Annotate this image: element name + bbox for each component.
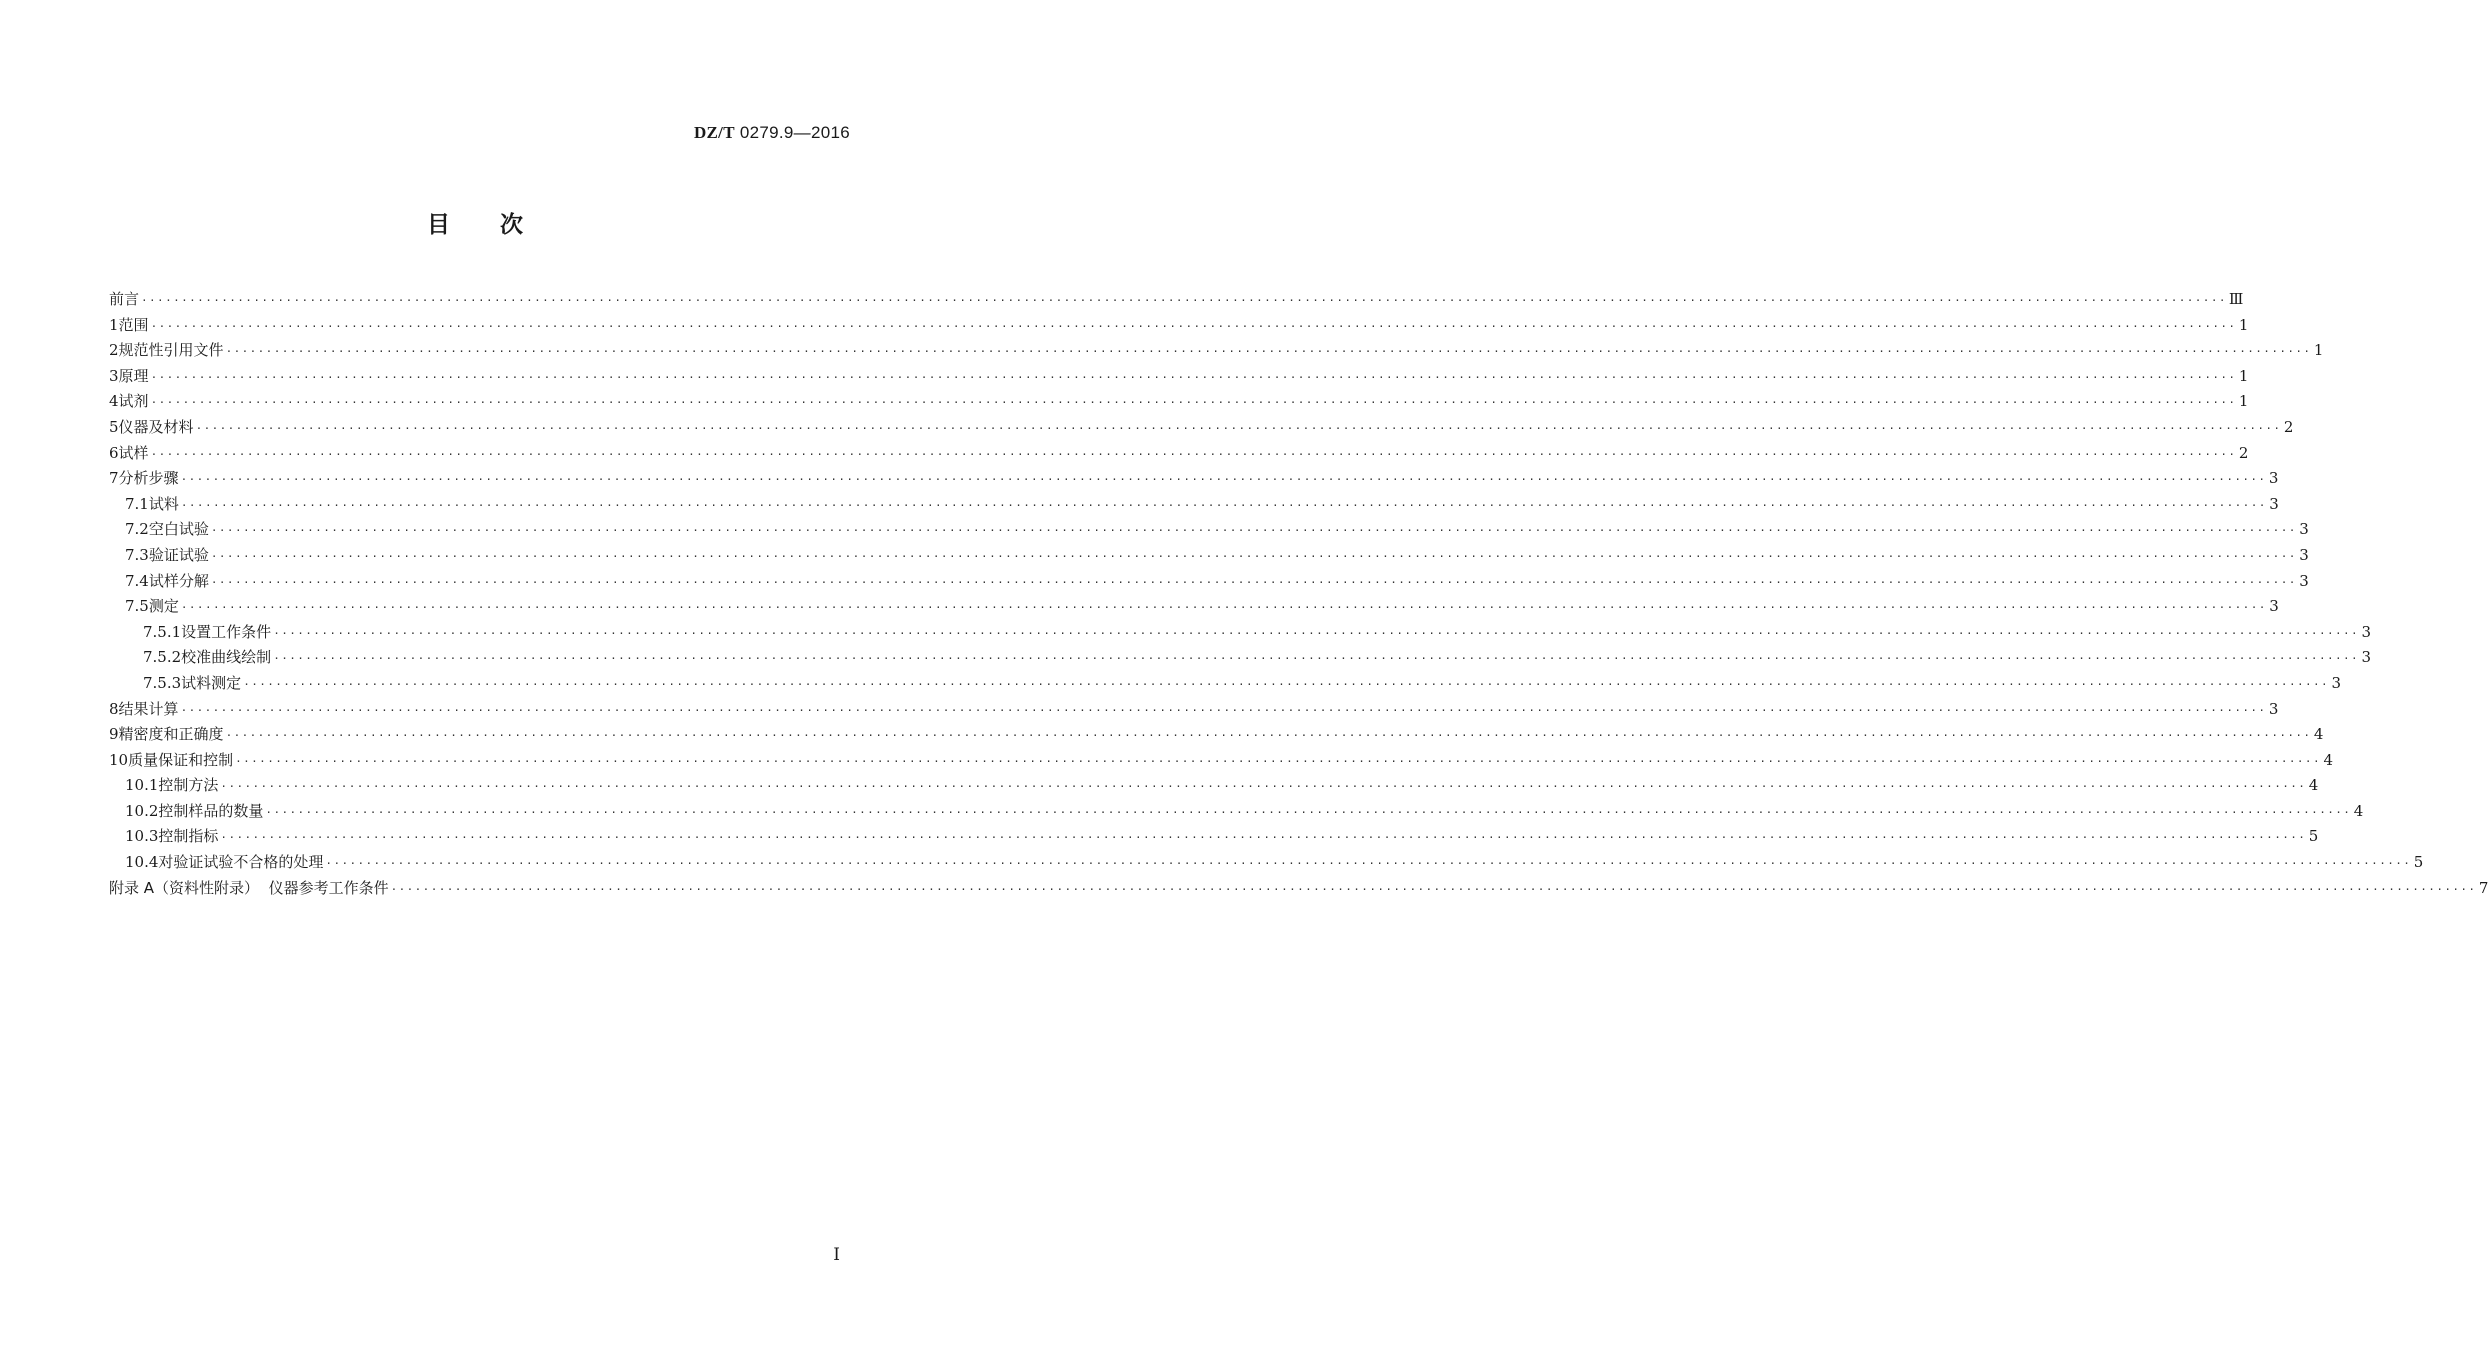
dot-leader: ···································································································································································································································································· <box>390 882 2477 896</box>
toc-entry[interactable] <box>109 416 2294 442</box>
toc-entry[interactable] <box>109 851 2424 877</box>
toc-entry-label: 精密度和正确度 <box>118 725 224 744</box>
toc-entry-label: 试样 <box>118 443 149 462</box>
toc-entry[interactable] <box>109 339 2324 365</box>
toc-entry-label: 附录 A（资料性附录） 仪器参考工作条件 <box>109 878 389 897</box>
toc-entry-number: 9 <box>109 725 119 744</box>
dot-leader: ···································································································································································································································································· <box>225 729 2312 743</box>
dot-leader: ···································································································································································································································································· <box>180 498 2267 512</box>
toc-entry[interactable] <box>109 390 2249 416</box>
dot-leader: ···································································································································································································································································· <box>235 754 2321 768</box>
toc-entry[interactable] <box>109 698 2279 724</box>
toc-entry-number: 7.5.3 <box>143 673 182 692</box>
toc-entry-number: 7.1 <box>125 494 149 513</box>
toc-entry-page: 1 <box>2238 315 2249 334</box>
toc-entry-label: 质量保证和控制 <box>128 750 234 769</box>
dot-leader: ···································································································································································································································································· <box>225 345 2312 359</box>
toc-entry[interactable] <box>109 825 2319 851</box>
toc-entry[interactable] <box>109 800 2364 826</box>
toc-entry-page: 3 <box>2299 520 2309 539</box>
toc-entry[interactable] <box>109 877 2488 903</box>
toc-entry[interactable] <box>109 442 2249 468</box>
toc-entry-page: 7 <box>2478 878 2488 897</box>
toc-entry-number: 7.5.1 <box>143 622 182 641</box>
toc-entry-page: 5 <box>2413 853 2424 872</box>
dot-leader: ···································································································································································································································································· <box>150 447 2237 461</box>
toc-entry-page: 5 <box>2308 827 2319 846</box>
toc-entry-page: 3 <box>2299 545 2309 564</box>
toc-entry-label: 范围 <box>118 315 149 334</box>
toc-entry-label: 前言 <box>109 290 140 308</box>
standard-code <box>694 123 850 143</box>
dot-leader: ···································································································································································································································································· <box>325 857 2412 871</box>
toc-entry[interactable] <box>109 467 2279 493</box>
toc-entry-number: 2 <box>109 341 119 360</box>
dot-leader: ···································································································································································································································································· <box>180 703 2267 717</box>
toc-entry-label: 校准曲线绘制 <box>181 648 272 667</box>
toc-entry-page: 3 <box>2299 571 2309 590</box>
toc-entry[interactable] <box>109 288 2244 314</box>
dot-leader: ···································································································································································································································································· <box>210 575 2297 589</box>
toc-entry-label: 试料 <box>148 494 179 513</box>
toc-entry-page: 4 <box>2313 725 2324 744</box>
toc-entry[interactable] <box>109 365 2249 391</box>
toc-entry-label: 控制方法 <box>158 776 219 795</box>
dot-leader: ···································································································································································································································································· <box>180 601 2267 615</box>
dot-leader: ···································································································································································································································································· <box>150 319 2237 333</box>
toc-entry-page: 3 <box>2361 622 2372 641</box>
standard-number: 0279.9—2016 <box>739 123 850 142</box>
toc-entry[interactable] <box>109 518 2309 544</box>
dot-leader: ···································································································································································································································································· <box>180 473 2267 487</box>
toc-entry-label: 规范性引用文件 <box>118 341 224 360</box>
toc-entry-page: 4 <box>2353 801 2364 820</box>
toc-entry-page: 3 <box>2361 648 2372 667</box>
toc-entry-number: 8 <box>109 699 119 718</box>
toc-entry-number: 7.4 <box>125 571 149 590</box>
dot-leader: ···································································································································································································································································· <box>273 626 2360 640</box>
toc-entry-number: 7.3 <box>125 545 149 564</box>
toc-entry-page: 2 <box>2283 417 2294 436</box>
toc-entry[interactable] <box>109 314 2249 340</box>
toc-entry-page: 3 <box>2331 673 2342 692</box>
toc-entry-label: 设置工作条件 <box>181 622 272 641</box>
toc-entry-number: 10.3 <box>125 827 159 846</box>
toc-entry-page: 1 <box>2238 366 2249 385</box>
toc-entry-page: 4 <box>2323 750 2333 769</box>
toc-entry[interactable] <box>109 774 2319 800</box>
toc-entry[interactable] <box>109 493 2279 519</box>
dot-leader: ···································································································································································································································································· <box>210 549 2297 563</box>
dot-leader: ···································································································································································································································································· <box>210 524 2297 538</box>
toc-entry-number: 3 <box>109 366 119 385</box>
dot-leader: ···································································································································································································································································· <box>220 780 2307 794</box>
toc-entry-page: 3 <box>2269 597 2279 616</box>
toc-entry-label: 试剂 <box>118 392 149 411</box>
toc-entry-number: 7.5 <box>125 597 149 616</box>
dot-leader: ···································································································································································································································································· <box>141 294 2227 307</box>
page-title: 目次 <box>427 212 573 238</box>
toc-entry-label: 控制指标 <box>158 827 219 846</box>
toc-entry-page: 4 <box>2308 776 2319 795</box>
toc-entry[interactable] <box>109 646 2372 672</box>
toc-entry-number: 7 <box>109 469 119 488</box>
toc-entry-number: 6 <box>109 443 119 462</box>
toc-entry-label: 试样分解 <box>148 571 209 590</box>
toc-entry-number: 10.2 <box>125 801 159 820</box>
toc-entry-label: 原理 <box>118 366 149 385</box>
dot-leader: ···································································································································································································································································· <box>150 370 2237 384</box>
toc-entry-label: 试料测定 <box>181 673 242 692</box>
dot-leader: ···································································································································································································································································· <box>243 677 2330 691</box>
toc-entry-number: 10.4 <box>125 853 159 872</box>
toc-entry-label: 空白试验 <box>148 520 209 539</box>
toc-entry-page: 3 <box>2268 469 2279 488</box>
standard-prefix: DZ/T <box>693 123 735 142</box>
toc-entry-page: Ⅲ <box>2228 290 2244 308</box>
toc-entry-page: 1 <box>2313 341 2324 360</box>
dot-leader: ···································································································································································································································································· <box>265 805 2352 819</box>
page-number: I <box>833 1245 840 1265</box>
toc-entry[interactable] <box>109 621 2372 647</box>
toc-entry[interactable] <box>109 672 2342 698</box>
toc-entry[interactable] <box>109 595 2279 621</box>
toc-entry-number: 1 <box>109 315 119 334</box>
toc-entry[interactable] <box>109 570 2309 596</box>
toc-entry-label: 验证试验 <box>148 545 209 564</box>
toc-entry-label: 仪器及材料 <box>118 417 194 436</box>
toc-entry-number: 5 <box>109 417 119 436</box>
toc-entry-label: 控制样品的数量 <box>158 801 264 820</box>
toc-entry-number: 10.1 <box>125 776 159 795</box>
dot-leader: ···································································································································································································································································· <box>150 396 2237 410</box>
toc-entry-label: 对验证试验不合格的处理 <box>158 853 324 872</box>
toc-entry-page: 1 <box>2238 392 2249 411</box>
toc-entry-number: 7.5.2 <box>143 648 182 667</box>
toc-entry-label: 测定 <box>148 597 179 616</box>
dot-leader: ···································································································································································································································································· <box>195 421 2282 435</box>
toc-entry-number: 4 <box>109 392 119 411</box>
toc-entry-page: 3 <box>2268 699 2279 718</box>
dot-leader: ···································································································································································································································································· <box>273 652 2360 666</box>
toc-entry-number: 10 <box>109 750 129 769</box>
toc-entry-number: 7.2 <box>125 520 149 539</box>
table-of-contents <box>109 288 2488 902</box>
toc-entry-label: 结果计算 <box>118 699 179 718</box>
toc-entry[interactable] <box>109 544 2309 570</box>
toc-entry[interactable] <box>109 723 2324 749</box>
toc-entry[interactable] <box>109 749 2333 775</box>
toc-entry-page: 2 <box>2238 443 2249 462</box>
toc-entry-label: 分析步骤 <box>118 469 179 488</box>
toc-entry-page: 3 <box>2269 494 2279 513</box>
dot-leader: ···································································································································································································································································· <box>220 831 2307 845</box>
